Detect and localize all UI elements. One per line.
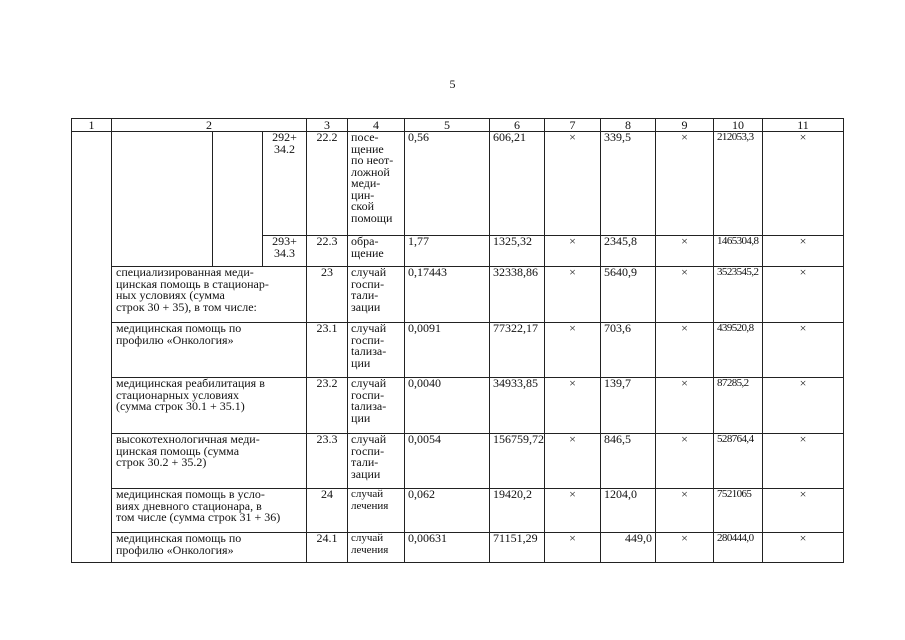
- header-cell-11: 11: [763, 119, 844, 132]
- row-unit: случай лечения: [348, 533, 405, 563]
- row-number: 23.3: [307, 434, 348, 489]
- row-unit: случай госпи- тали- зации: [348, 434, 405, 489]
- row-value-7: ×: [545, 267, 601, 323]
- page-number: 5: [449, 77, 456, 91]
- row-value-10: 280444,0: [714, 533, 763, 563]
- row-name: медицинская помощь по профилю «Онкология»: [112, 323, 307, 378]
- row-value-6: 32338,86: [490, 267, 545, 323]
- row-name: высокотехнологичная меди- цинская помощь (сумма строк 30.2 + 35.2): [112, 434, 307, 489]
- row-value-11: ×: [763, 378, 844, 434]
- row-value-5: 0,00631: [405, 533, 490, 563]
- row-code: 292+ 34.2: [263, 132, 307, 236]
- row-value-8: 703,6: [601, 323, 656, 378]
- row-value-9: ×: [656, 132, 714, 236]
- row-number: 24.1: [307, 533, 348, 563]
- header-cell-3: 3: [307, 119, 348, 132]
- table-row: [72, 267, 844, 323]
- row-number: 23.1: [307, 323, 348, 378]
- row-value-5: 0,56: [405, 132, 490, 236]
- row-value-9: ×: [656, 434, 714, 489]
- row-value-5: 0,0054: [405, 434, 490, 489]
- header-cell-10: 10: [714, 119, 763, 132]
- row-value-11: ×: [763, 489, 844, 533]
- table-row: [72, 132, 844, 236]
- row-value-7: ×: [545, 132, 601, 236]
- row-value-6: 77322,17: [490, 323, 545, 378]
- row-value-7: ×: [545, 434, 601, 489]
- row-value-5: 0,0040: [405, 378, 490, 434]
- row-number: 23.2: [307, 378, 348, 434]
- row-value-10: 1465304,8: [714, 236, 763, 267]
- row-name: медицинская помощь по профилю «Онкология»: [112, 533, 307, 563]
- row-value-11: ×: [763, 323, 844, 378]
- blank-col-2b: [213, 132, 263, 267]
- row-value-8: 846,5: [601, 434, 656, 489]
- row-value-7: ×: [545, 378, 601, 434]
- row-value-9: ×: [656, 267, 714, 323]
- row-name: специализированная меди- цинская помощь в стационар- ных условиях (сумма строк 30 + 35), в том числе:: [112, 267, 307, 323]
- row-value-7: ×: [545, 323, 601, 378]
- table-row: [72, 434, 844, 489]
- row-value-8: 1204,0: [601, 489, 656, 533]
- row-unit: случай госпи- tализа- ции: [348, 323, 405, 378]
- row-value-9: ×: [656, 236, 714, 267]
- row-value-11: ×: [763, 267, 844, 323]
- row-value-6: 71151,29: [490, 533, 545, 563]
- row-value-11: ×: [763, 533, 844, 563]
- row-value-10: 212053,3: [714, 132, 763, 236]
- row-unit: случай госпи- tализа- ции: [348, 378, 405, 434]
- header-cell-7: 7: [545, 119, 601, 132]
- row-value-11: ×: [763, 434, 844, 489]
- row-value-8: 449,0: [601, 533, 656, 563]
- header-cell-6: 6: [490, 119, 545, 132]
- row-value-7: ×: [545, 533, 601, 563]
- row-value-9: ×: [656, 489, 714, 533]
- row-value-6: 19420,2: [490, 489, 545, 533]
- row-number: 22.2: [307, 132, 348, 236]
- header-row: [72, 119, 844, 132]
- blank-col-2a: [112, 132, 213, 267]
- row-name: медицинская помощь в усло- виях дневного стационара, в том числе (сумма строк 31 + 36): [112, 489, 307, 533]
- table-row: [72, 489, 844, 533]
- row-name: медицинская реабилитация в стационарных условиях (сумма строк 30.1 + 35.1): [112, 378, 307, 434]
- header-cell-5: 5: [405, 119, 490, 132]
- row-value-10: 3523545,2: [714, 267, 763, 323]
- row-unit: обра- щение: [348, 236, 405, 267]
- data-table: [71, 118, 844, 563]
- table-row: [72, 533, 844, 563]
- row-unit: посе- щение по неот- ложной меди- цин- ской помощи: [348, 132, 405, 236]
- row-value-10: 7521065: [714, 489, 763, 533]
- row-number: 24: [307, 489, 348, 533]
- row-value-6: 606,21: [490, 132, 545, 236]
- row-unit: случай госпи- тали- зации: [348, 267, 405, 323]
- row-value-7: ×: [545, 489, 601, 533]
- row-value-5: 0,0091: [405, 323, 490, 378]
- row-unit: случай лечения: [348, 489, 405, 533]
- row-value-5: 0,062: [405, 489, 490, 533]
- row-value-11: ×: [763, 132, 844, 236]
- row-number: 23: [307, 267, 348, 323]
- row-value-5: 0,17443: [405, 267, 490, 323]
- row-value-10: 87285,2: [714, 378, 763, 434]
- row-value-6: 34933,85: [490, 378, 545, 434]
- row-value-6: 1325,32: [490, 236, 545, 267]
- row-value-7: ×: [545, 236, 601, 267]
- row-value-9: ×: [656, 323, 714, 378]
- row-value-8: 2345,8: [601, 236, 656, 267]
- header-cell-4: 4: [348, 119, 405, 132]
- row-value-10: 528764,4: [714, 434, 763, 489]
- row-value-10: 439520,8: [714, 323, 763, 378]
- row-value-8: 339,5: [601, 132, 656, 236]
- row-code: 293+ 34.3: [263, 236, 307, 267]
- row-value-5: 1,77: [405, 236, 490, 267]
- header-cell-9: 9: [656, 119, 714, 132]
- table-row: [72, 378, 844, 434]
- row-value-9: ×: [656, 378, 714, 434]
- blank-col-1: [72, 132, 112, 563]
- table-row: [72, 323, 844, 378]
- row-value-11: ×: [763, 236, 844, 267]
- row-value-8: 139,7: [601, 378, 656, 434]
- header-cell-8: 8: [601, 119, 656, 132]
- row-value-8: 5640,9: [601, 267, 656, 323]
- header-cell-2: 2: [112, 119, 307, 132]
- row-value-9: ×: [656, 533, 714, 563]
- row-value-6: 156759,72: [490, 434, 545, 489]
- header-cell-1: 1: [72, 119, 112, 132]
- row-number: 22.3: [307, 236, 348, 267]
